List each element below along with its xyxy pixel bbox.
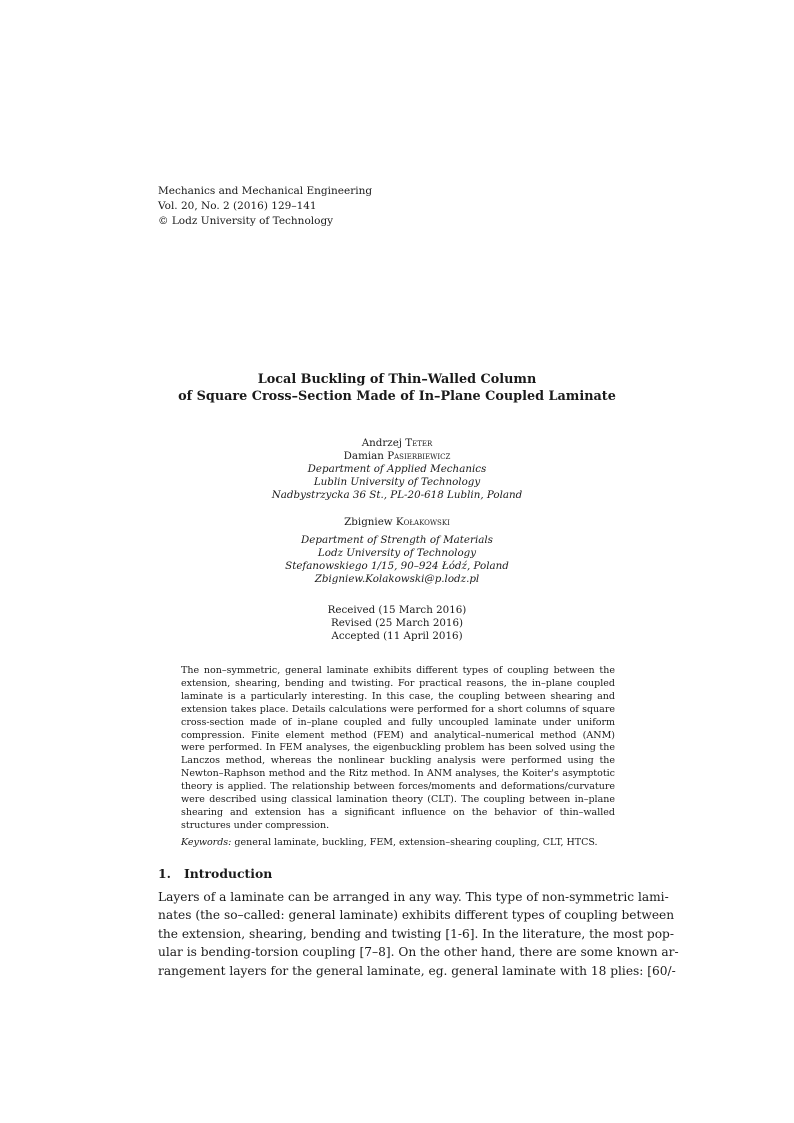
university-1: Lublin University of Technology (313, 476, 481, 488)
author-3-first-name: Zbigniew (344, 516, 393, 528)
journal-copyright: © Lodz University of Technology (158, 215, 334, 227)
keywords-label: Keywords: (181, 837, 232, 848)
accepted-date: Accepted (11 April 2016) (331, 630, 463, 642)
department-2: Department of Strength of Materials (301, 534, 493, 546)
dates-block (0, 604, 794, 643)
university-2: Lodz University of Technology (317, 547, 477, 559)
author-1-last-name: Teter (405, 437, 433, 449)
section-number: 1. (158, 866, 171, 881)
body-paragraph (158, 888, 679, 980)
email[interactable]: Zbigniew.Kolakowski@p.lodz.pl (314, 573, 480, 585)
received-date: Received (15 March 2016) (327, 604, 467, 616)
body-line: nates (the so–called: general laminate) exhibits different types of coupling between (158, 908, 675, 923)
body-line: the extension, shearing, bending and twisting [1-6]. In the literature, the most pop- (158, 926, 674, 941)
abstract: The non–symmetric, general laminate exhibits different types of coupling between the extension, shearing, bending and twisting. For practical reasons, the in–plane coupled laminate is a particularly interesting. In this case, the coupling between shearing and extension takes place. Details calculations were performed for a short columns of square cross-section made of in–plane coupled and fully uncoupled laminate under uniform compression. Finite element method (FEM) and analytical–numerical method (ANM) were performed. In FEM analyses, the eigenbuckling problem has been solved using the Lanczos method, whereas the nonlinear buckling analysis were performed using the Newton–Raphson method and the Ritz method. In ANM analyses, the Koiter's asymptotic theory is applied. The relationship between forces/moments and deformations/curvature were described using classical lamination theory (CLT). The coupling between in–plane shearing and extension has a significant influence on the behavior of thin–walled structures under compression. (181, 665, 615, 831)
author-2 (0, 450, 794, 463)
journal-volume: Vol. 20, No. 2 (2016) 129–141 (158, 200, 317, 212)
section-heading (158, 865, 272, 882)
body-line: ular is bending-torsion coupling [7–8]. On the other hand, there are some known ar- (158, 945, 679, 960)
body-line: Layers of a laminate can be arranged in any way. This type of non-symmetric lami- (158, 890, 669, 904)
address-1: Nadbystrzycka 36 St., PL-20-618 Lublin, Poland (271, 489, 523, 501)
journal-info (158, 184, 372, 229)
title-line-2: of Square Cross–Section Made of In–Plane Coupled Laminate (178, 389, 616, 404)
keywords (181, 836, 621, 849)
affiliation-block-1 (0, 437, 794, 502)
body-line: rangement layers for the general laminate, eg. general laminate with 18 plies: [60/- (158, 963, 676, 978)
author-1 (0, 437, 794, 450)
author-3-last-name: Kołakowski (395, 516, 450, 528)
revised-date: Revised (25 March 2016) (330, 617, 464, 629)
section-title: Introduction (184, 866, 273, 881)
keywords-text: general laminate, buckling, FEM, extension–shearing coupling, CLT, HTCS. (234, 837, 598, 848)
address-2: Stefanowskiego 1/15, 90–924 Łódź, Poland (285, 560, 509, 572)
title-line-1: Local Buckling of Thin–Walled Column (257, 372, 537, 387)
journal-name: Mechanics and Mechanical Engineering (158, 185, 373, 197)
affiliation-block-2 (0, 516, 794, 586)
author-3 (0, 516, 794, 529)
author-1-first-name: Andrzej (361, 437, 402, 449)
department-1: Department of Applied Mechanics (307, 463, 487, 475)
author-2-last-name: Pasierbiewicz (387, 450, 451, 462)
author-2-first-name: Damian (343, 450, 384, 462)
paper-title (0, 371, 794, 405)
